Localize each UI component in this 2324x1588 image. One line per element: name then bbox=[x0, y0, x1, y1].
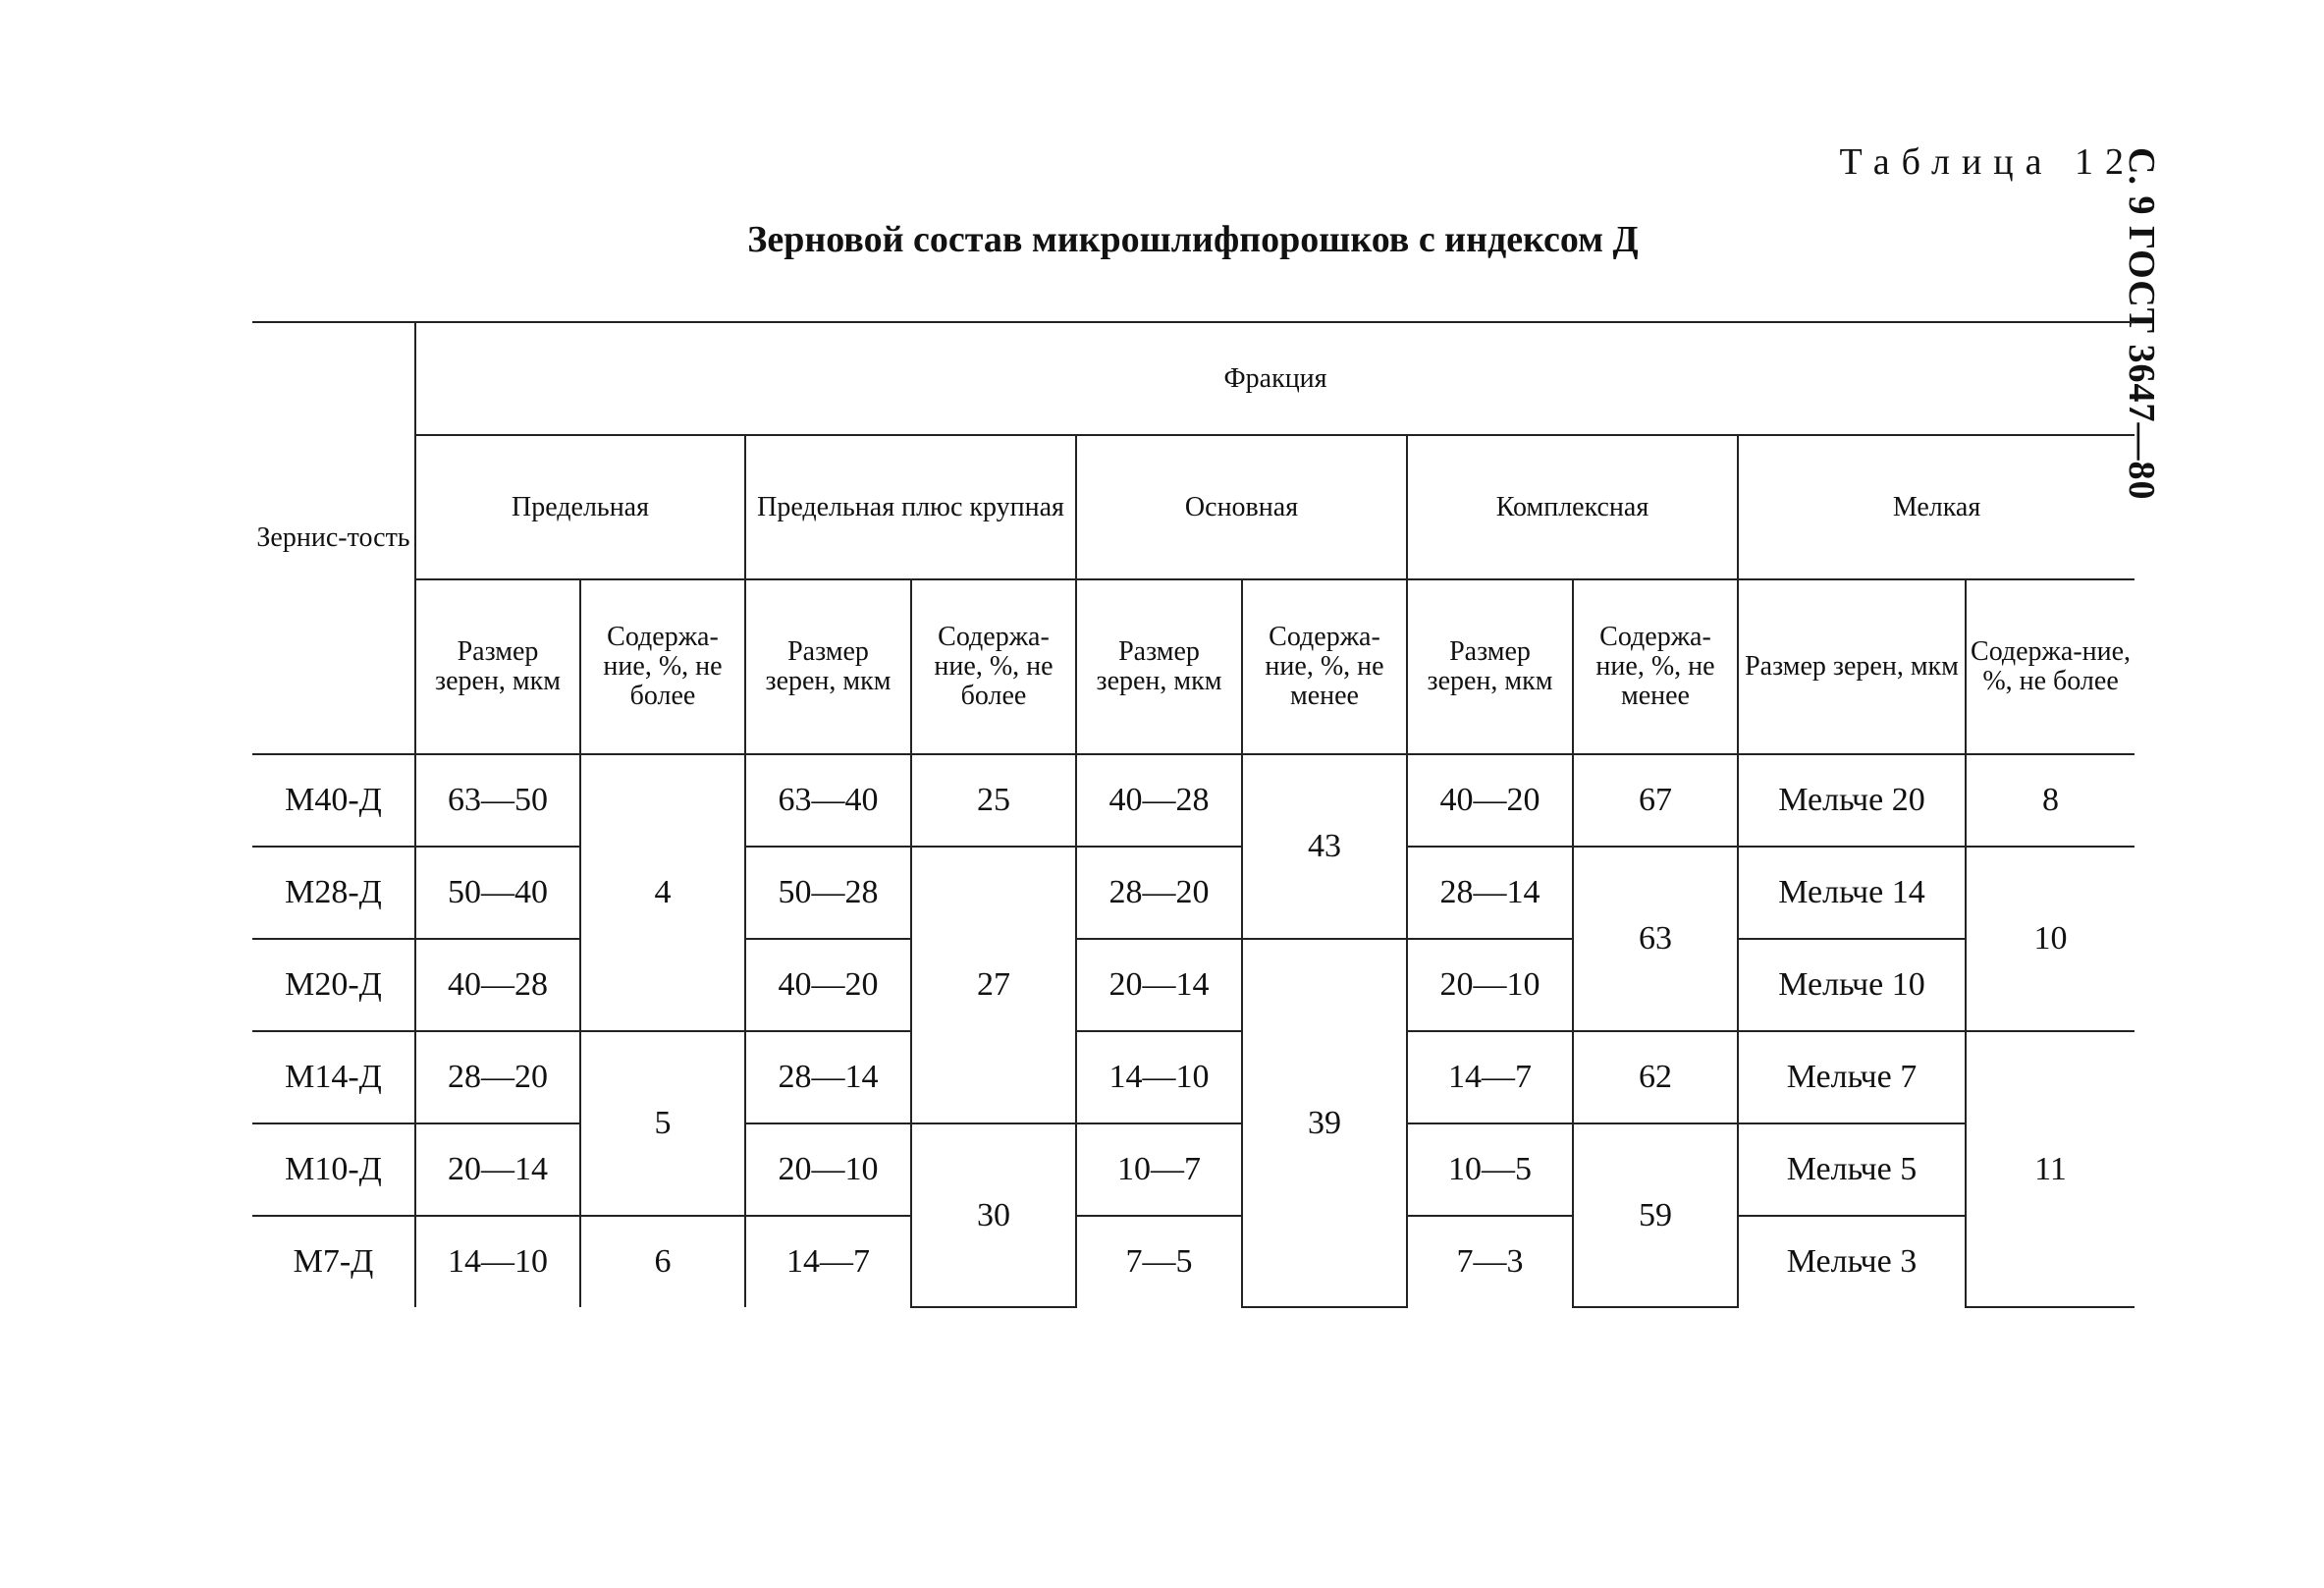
size-cell: 7—3 bbox=[1407, 1216, 1573, 1307]
percent-cell: 30 bbox=[911, 1123, 1076, 1307]
header-size: Размер зерен, мкм bbox=[1076, 579, 1242, 754]
percent-cell: 11 bbox=[1966, 1031, 2135, 1307]
header-group-predelnaya: Предельная bbox=[415, 435, 745, 579]
header-content: Содержа-ние, %, не более bbox=[1966, 579, 2135, 754]
table-title: Зерновой состав микрошлифпорошков с индексом Д bbox=[747, 219, 1639, 260]
header-content: Содержа-ние, %, не более bbox=[911, 579, 1076, 754]
percent-cell: 4 bbox=[580, 754, 745, 1031]
percent-cell: 43 bbox=[1242, 754, 1407, 939]
table-row bbox=[252, 1031, 2135, 1123]
size-cell: Мельче 14 bbox=[1738, 847, 1966, 939]
percent-cell: 6 bbox=[580, 1216, 745, 1307]
table-number: Таблица 12 bbox=[1839, 141, 2135, 183]
size-cell: 14—7 bbox=[745, 1216, 911, 1307]
percent-cell: 8 bbox=[1966, 754, 2135, 847]
size-cell: 40—28 bbox=[1076, 754, 1242, 847]
header-size: Размер зерен, мкм bbox=[745, 579, 911, 754]
size-cell: 40—20 bbox=[1407, 754, 1573, 847]
size-cell: 20—10 bbox=[1407, 939, 1573, 1031]
header-group-predelnaya-plus: Предельная плюс крупная bbox=[745, 435, 1076, 579]
size-cell: 14—7 bbox=[1407, 1031, 1573, 1123]
size-cell: Мельче 7 bbox=[1738, 1031, 1966, 1123]
header-size: Размер зерен, мкм bbox=[1407, 579, 1573, 754]
size-cell: Мельче 5 bbox=[1738, 1123, 1966, 1216]
grade-cell: М10-Д bbox=[252, 1123, 415, 1216]
size-cell: Мельче 10 bbox=[1738, 939, 1966, 1031]
size-cell: Мельче 20 bbox=[1738, 754, 1966, 847]
percent-cell: 10 bbox=[1966, 847, 2135, 1031]
header-content: Содержа-ние, %, не более bbox=[580, 579, 745, 754]
size-cell: 28—20 bbox=[1076, 847, 1242, 939]
grade-cell: М28-Д bbox=[252, 847, 415, 939]
grade-cell: М14-Д bbox=[252, 1031, 415, 1123]
table-row bbox=[252, 939, 2135, 1031]
table-row bbox=[252, 754, 2135, 847]
table-row bbox=[252, 847, 2135, 939]
size-cell: 10—5 bbox=[1407, 1123, 1573, 1216]
percent-cell: 5 bbox=[580, 1031, 745, 1216]
size-cell: 14—10 bbox=[1076, 1031, 1242, 1123]
percent-cell: 67 bbox=[1573, 754, 1738, 847]
header-content: Содержа-ние, %, не менее bbox=[1573, 579, 1738, 754]
percent-cell: 27 bbox=[911, 847, 1076, 1123]
percent-cell: 59 bbox=[1573, 1123, 1738, 1307]
size-cell: 28—20 bbox=[415, 1031, 580, 1123]
table-row bbox=[252, 1216, 2135, 1307]
size-cell: 50—40 bbox=[415, 847, 580, 939]
header-content: Содержа-ние, %, не менее bbox=[1242, 579, 1407, 754]
header-group-osnovnaya: Основная bbox=[1076, 435, 1407, 579]
size-cell: 7—5 bbox=[1076, 1216, 1242, 1307]
percent-cell: 63 bbox=[1573, 847, 1738, 1031]
size-cell: 40—20 bbox=[745, 939, 911, 1031]
page-side-label: С. 9 ГОСТ 3647—80 bbox=[2121, 147, 2162, 501]
percent-cell: 39 bbox=[1242, 939, 1407, 1307]
grade-cell: М40-Д bbox=[252, 754, 415, 847]
size-cell: 28—14 bbox=[745, 1031, 911, 1123]
size-cell: 20—14 bbox=[415, 1123, 580, 1216]
header-group-melkaya: Мелкая bbox=[1738, 435, 2135, 579]
header-grain: Зернис-тость bbox=[252, 322, 415, 754]
grade-cell: М7-Д bbox=[252, 1216, 415, 1307]
size-cell: Мельче 3 bbox=[1738, 1216, 1966, 1307]
size-cell: 20—14 bbox=[1076, 939, 1242, 1031]
header-size: Размер зерен, мкм bbox=[415, 579, 580, 754]
percent-cell: 25 bbox=[911, 754, 1076, 847]
percent-cell: 62 bbox=[1573, 1031, 1738, 1123]
grain-composition-table bbox=[252, 321, 2135, 1308]
header-fraction: Фракция bbox=[415, 322, 2135, 435]
size-cell: 10—7 bbox=[1076, 1123, 1242, 1216]
size-cell: 40—28 bbox=[415, 939, 580, 1031]
grade-cell: М20-Д bbox=[252, 939, 415, 1031]
header-size: Размер зерен, мкм bbox=[1738, 579, 1966, 754]
size-cell: 14—10 bbox=[415, 1216, 580, 1307]
size-cell: 28—14 bbox=[1407, 847, 1573, 939]
header-group-kompleksnaya: Комплексная bbox=[1407, 435, 1738, 579]
size-cell: 20—10 bbox=[745, 1123, 911, 1216]
size-cell: 50—28 bbox=[745, 847, 911, 939]
table-row bbox=[252, 1123, 2135, 1216]
size-cell: 63—50 bbox=[415, 754, 580, 847]
size-cell: 63—40 bbox=[745, 754, 911, 847]
